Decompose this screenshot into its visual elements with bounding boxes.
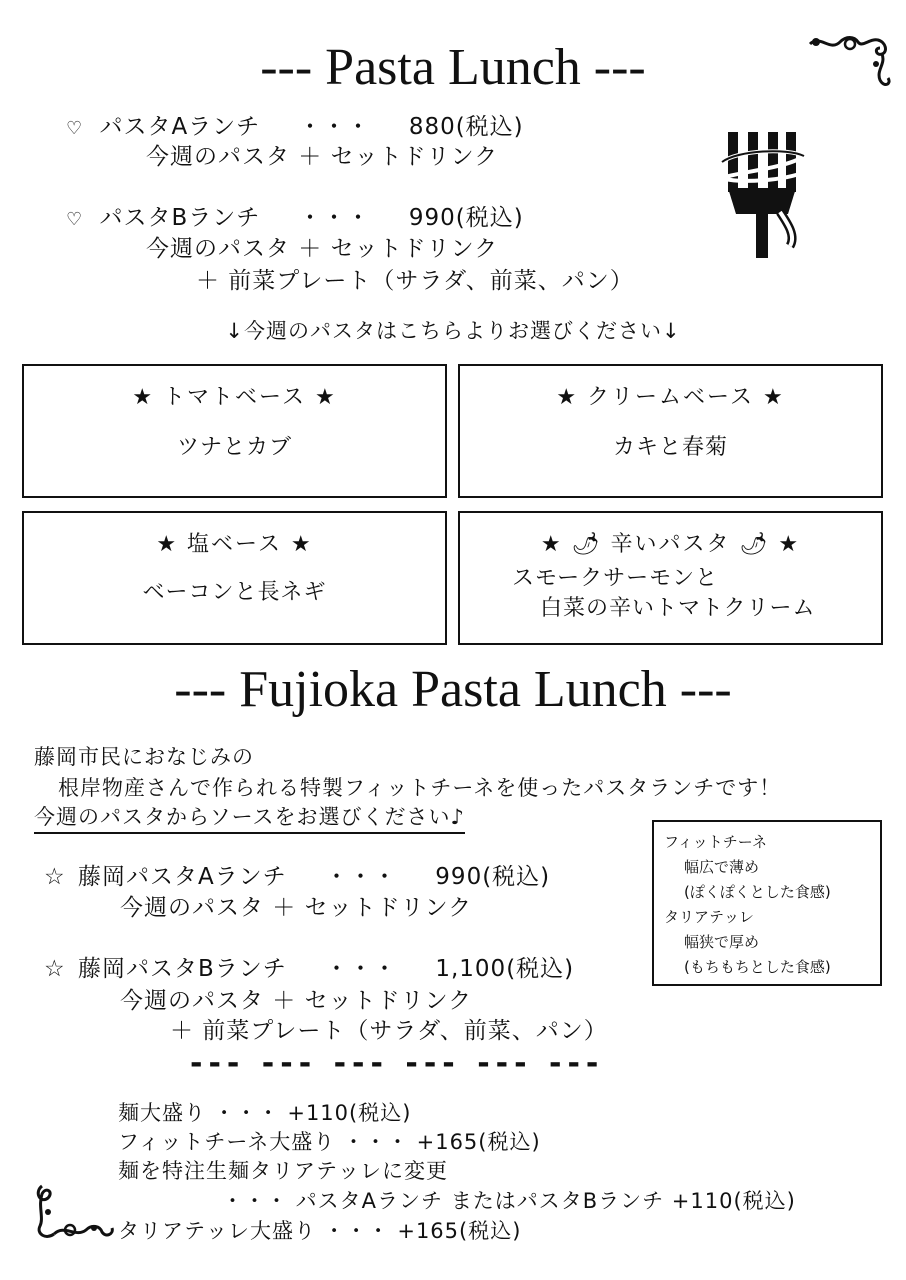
pasta-lunch-title: --- Pasta Lunch --- (260, 39, 646, 96)
menu-b-desc2: ＋ 前菜プレート（サラダ、前菜、パン） (196, 268, 634, 294)
sauce-box-tomato (22, 364, 447, 498)
choose-instruction: ↓今週のパスタはこちらよりお選びください↓ (225, 319, 681, 343)
heart-icon: ♡ (66, 118, 84, 139)
box-heading: ★ 塩ベース ★ (156, 532, 313, 557)
option-fettuccine-large: フィットチーネ大盛り ・・・ +165(税込) (118, 1130, 541, 1154)
option-tagliatelle-change-price: ・・・ パスタAランチ またはパスタBランチ +110(税込) (222, 1189, 796, 1213)
sauce-box-salt (22, 511, 447, 645)
intro-line-3: 今週のパスタからソースをお選びください♪ (34, 802, 465, 834)
menu-a-name: パスタAランチ (99, 114, 261, 140)
noodle-note-box (652, 820, 882, 986)
option-extra-noodles: 麺大盛り ・・・ +110(税込) (118, 1101, 412, 1125)
menu-b-line (66, 203, 524, 235)
fujioka-menu-a-price: 990(税込) (435, 864, 551, 890)
fujioka-menu-b-desc2: ＋ 前菜プレート（サラダ、前菜、パン） (170, 1018, 608, 1044)
note-tagliatelle-texture: (もちもちとした食感) (684, 958, 831, 976)
menu-b-dots: ・・・ (298, 205, 371, 231)
fujioka-menu-a-name: 藤岡パスタAランチ (77, 864, 287, 890)
heart-icon: ♡ (66, 209, 84, 230)
box-dish: カキと春菊 (612, 435, 728, 460)
note-fettuccine-desc: 幅広で薄め (684, 858, 760, 876)
intro-line-2: 根岸物産さんで作られる特製フィットチーネを使ったパスタランチです！ (58, 776, 782, 800)
option-tagliatelle-large: タリアテッレ大盛り ・・・ +165(税込) (118, 1219, 522, 1243)
option-tagliatelle-change: 麺を特注生麺タリアテッレに変更 (118, 1159, 448, 1183)
note-tagliatelle: タリアテッレ (664, 908, 755, 926)
fujioka-menu-a-dots: ・・・ (324, 864, 397, 890)
fujioka-menu-b-line (44, 954, 574, 984)
box-dish-line2: 白菜の辛いトマトクリーム (540, 596, 816, 621)
note-tagliatelle-desc: 幅狭で厚め (684, 933, 760, 951)
box-dish: ベーコンと長ネギ (142, 580, 327, 605)
menu-b-price: 990(税込) (408, 205, 524, 231)
menu-a-line (66, 112, 524, 144)
note-fettuccine: フィットチーネ (664, 833, 768, 851)
sauce-box-cream (458, 364, 883, 498)
fujioka-menu-a-line (44, 862, 550, 892)
fujioka-menu-b-name: 藤岡パスタBランチ (77, 956, 287, 982)
fujioka-menu-b-dots: ・・・ (325, 956, 398, 982)
box-dish: スモークサーモンと (512, 566, 719, 591)
menu-b-name: パスタBランチ (99, 205, 261, 231)
sauce-box-spicy (458, 511, 883, 645)
box-dish: ツナとカブ (176, 435, 292, 460)
fujioka-pasta-lunch-title: --- Fujioka Pasta Lunch --- (174, 661, 732, 718)
intro-line-1: 藤岡市民におなじみの (34, 745, 254, 769)
menu-a-dots: ・・・ (298, 114, 371, 140)
menu-b-desc: 今週のパスタ ＋ セットドリンク (146, 236, 499, 262)
box-heading: ★ 🌶 辛いパスタ 🌶 ★ (540, 532, 801, 557)
star-icon: ☆ (44, 864, 66, 890)
menu-a-desc: 今週のパスタ ＋ セットドリンク (146, 144, 499, 170)
star-icon: ☆ (44, 956, 66, 982)
menu-a-price: 880(税込) (408, 114, 524, 140)
fujioka-menu-a-desc: 今週のパスタ ＋ セットドリンク (120, 895, 473, 921)
fork-pasta-icon (718, 128, 808, 260)
fujioka-menu-b-desc: 今週のパスタ ＋ セットドリンク (120, 988, 473, 1014)
fujioka-menu-b-price: 1,100(税込) (435, 956, 575, 982)
note-fettuccine-texture: (ぽくぽくとした食感) (684, 883, 831, 901)
ornament-bottom-left-icon (30, 1182, 116, 1242)
box-heading: ★ トマトベース ★ (132, 385, 337, 410)
box-heading: ★ クリームベース ★ (556, 385, 785, 410)
dashed-divider: --- --- --- --- --- --- (190, 1046, 605, 1081)
